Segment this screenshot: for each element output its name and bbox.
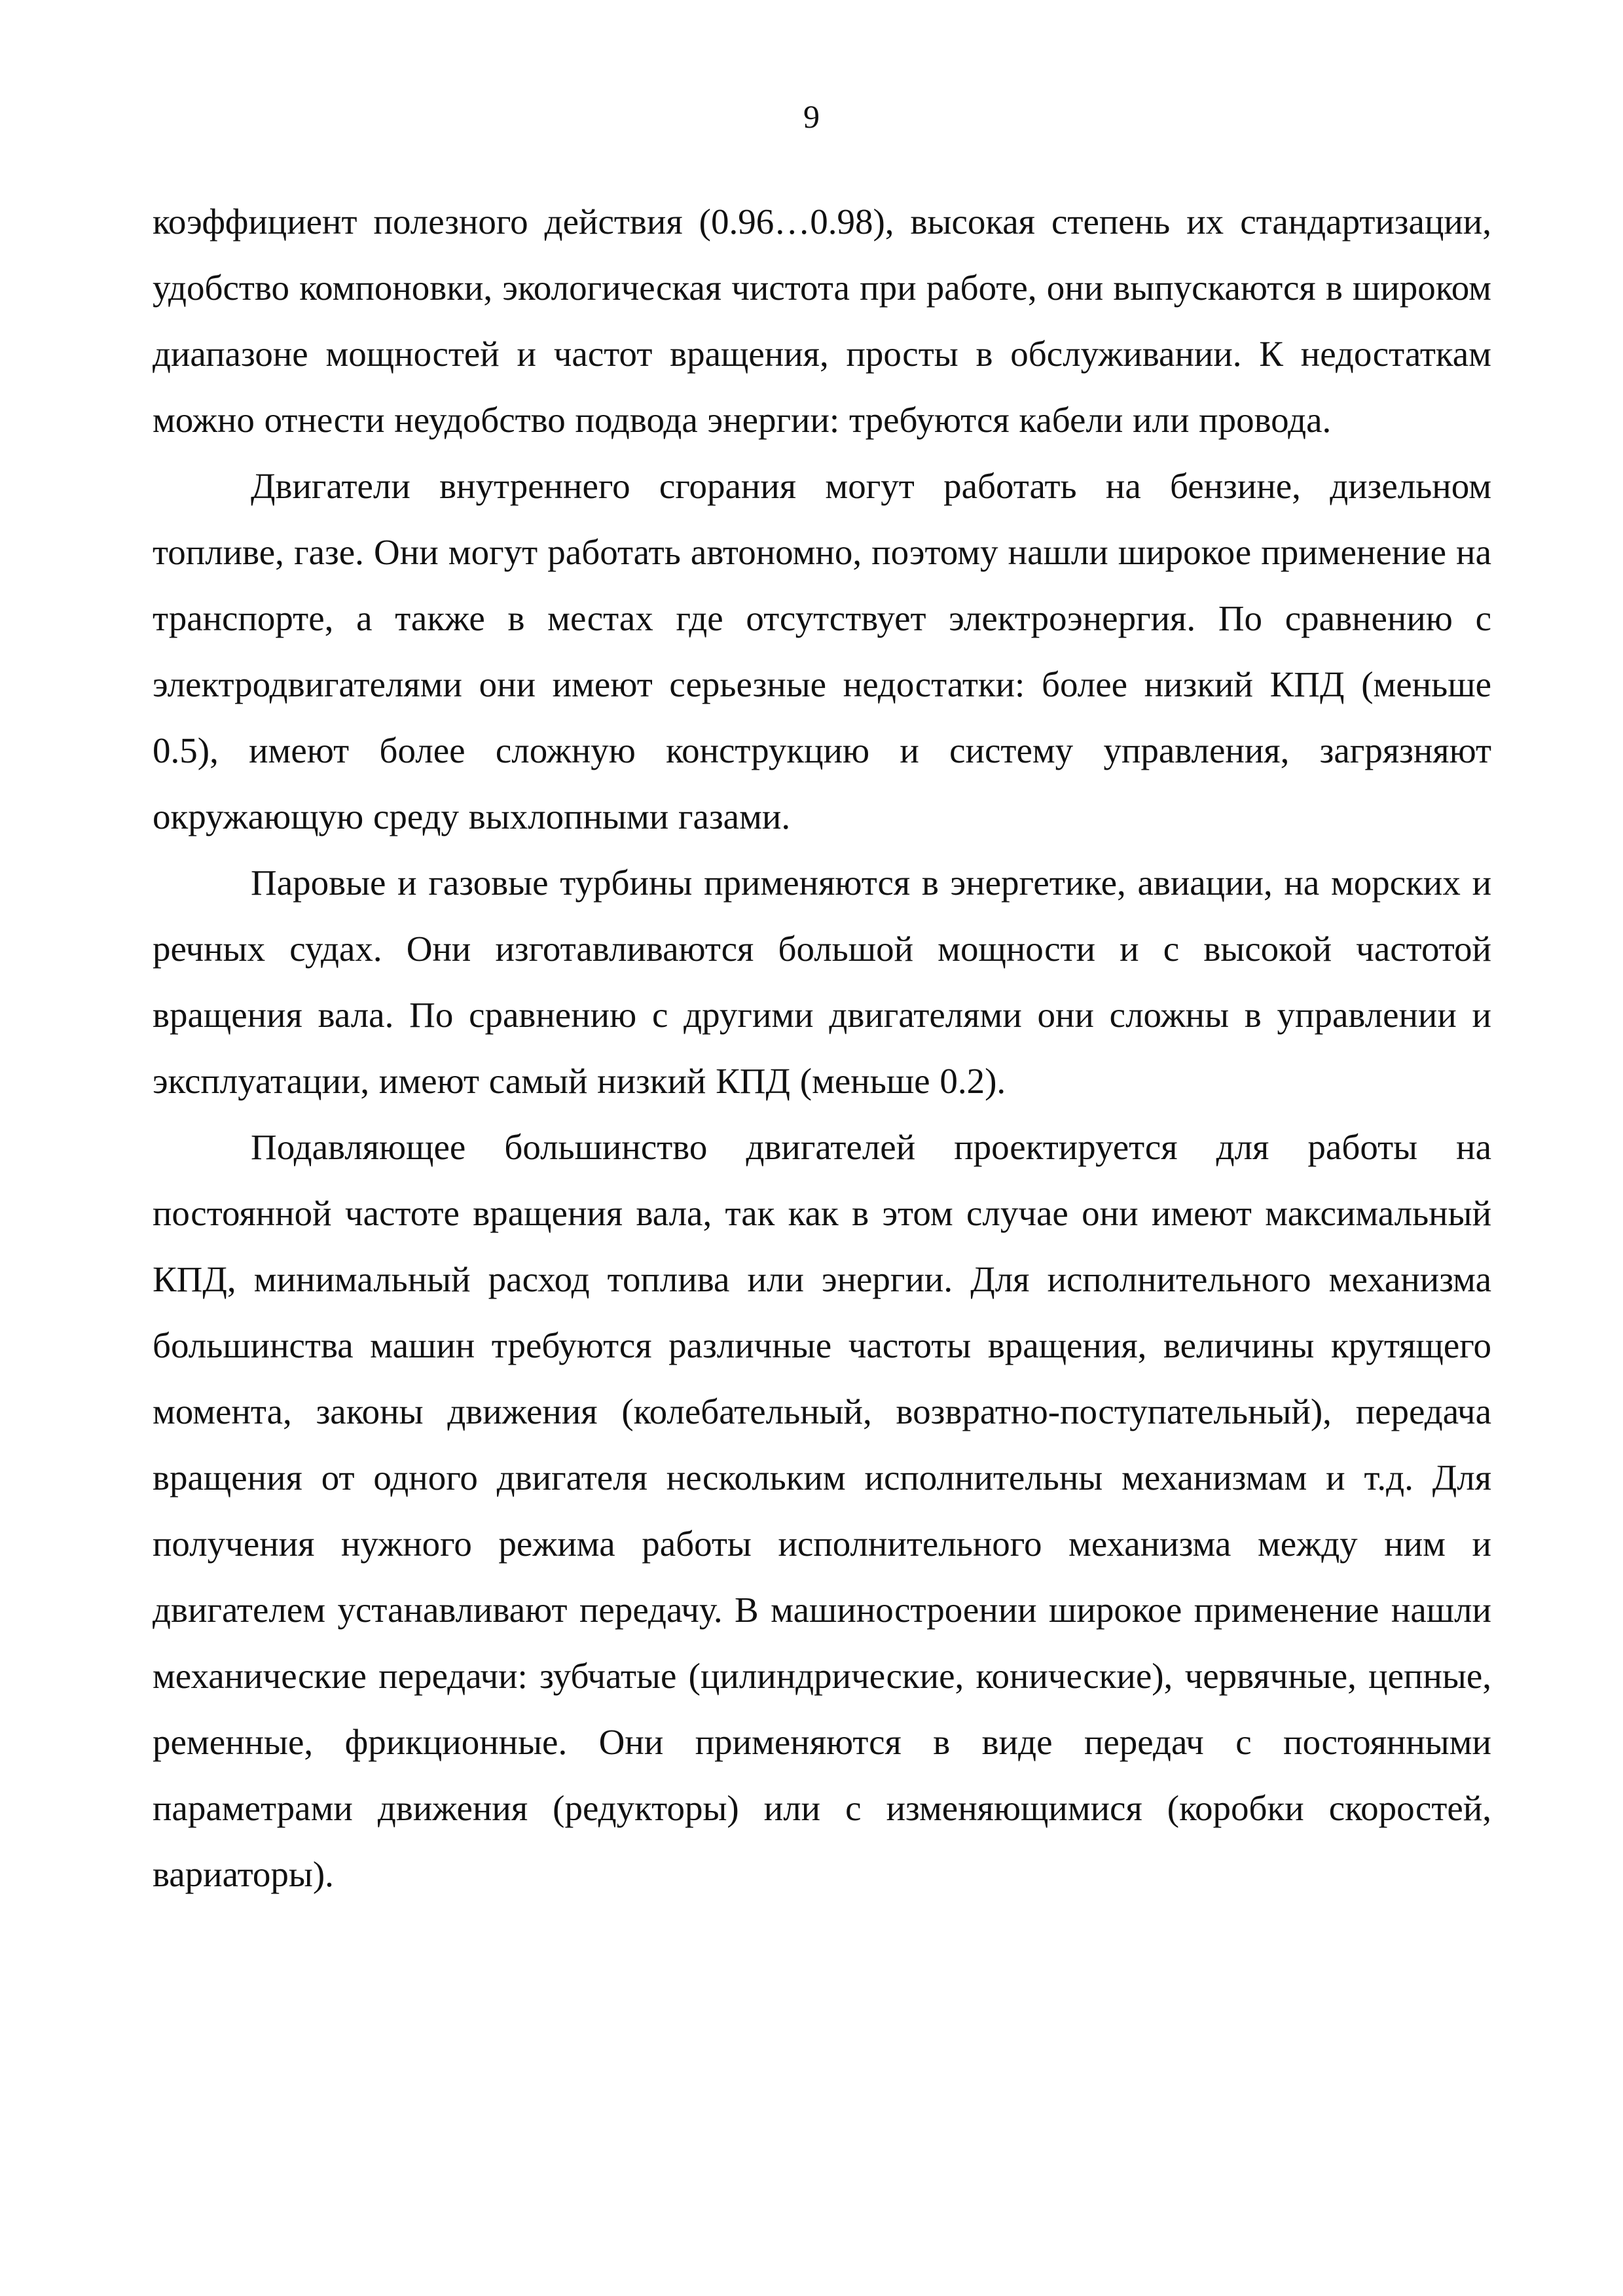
paragraph-continuation: коэффициент полезного действия (0.96…0.98), высокая степень их стандартизации, удобство компоновки, экологическая чистота при работе, они выпускаются в широком диапазоне мощностей и частот вращения, просты в обслуживании. К недостаткам можно отнести неудобство подвода энергии: требуются кабели или провода.: [153, 202, 1491, 440]
page-number: 9: [803, 98, 820, 135]
paragraph-transmissions: Подавляющее большинство двигателей проектируется для работы на постоянной частоте вращения вала, так как в этом случае они имеют максимальный КПД, минимальный расход топлива или энергии. Для исполнительного механизма большинства машин требуются различные частоты вращения, величины крутящего момента, законы движения (колебательный, возвратно-поступательный), передача вращения от одного двигателя нескольким исполнительны механизмам и т.д. Для получения нужного режима работы исполнительного механизма между ним и двигателем устанавливают передачу. В машиностроении широкое применение нашли механические передачи: зубчатые (цилиндрические, конические), червячные, цепные, ременные, фрикционные. Они применяются в виде передач с постоянными параметрами движения (редукторы) или с изменяющимися (коробки скоростей, вариаторы).: [153, 1127, 1491, 1894]
paragraph-internal-combustion-engines: Двигатели внутреннего сгорания могут работать на бензине, дизельном топливе, газе. Они могут работать автономно, поэтому нашли широкое применение на транспорте, а также в местах где отсутствует электроэнергия. По сравнению с электродвигателями они имеют серьезные недостатки: более низкий КПД (меньше 0.5), имеют более сложную конструкцию и систему управления, загрязняют окружающую среду выхлопными газами.: [153, 466, 1491, 836]
paragraph-turbines: Паровые и газовые турбины применяются в энергетике, авиации, на морских и речных судах. Они изготавливаются большой мощности и с высокой частотой вращения вала. По сравнению с другими двигателями они сложны в управлении и эксплуатации, имеют самый низкий КПД (меньше 0.2).: [153, 863, 1491, 1101]
body-text: [153, 188, 1491, 1907]
